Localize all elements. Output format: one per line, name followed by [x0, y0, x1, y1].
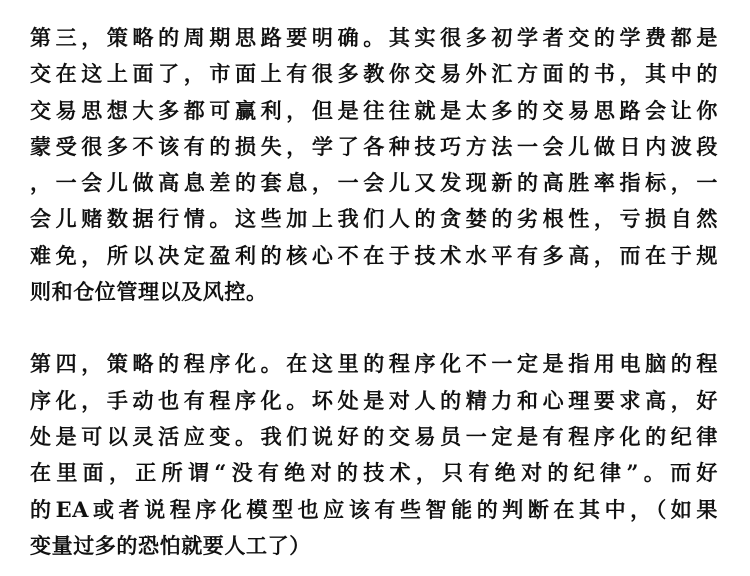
paragraph-strategy-programming — [30, 346, 718, 564]
text-line: 处是可以灵活应变。我们说好的交易员一定是有程序化的纪律 — [30, 423, 718, 449]
text-line: 则和仓位管理以及风控。 — [30, 279, 268, 305]
text-line: 的EA或者说程序化模型也应该有些智能的判断在其中，（如果 — [30, 496, 718, 522]
paragraph-strategy-cycle — [30, 20, 718, 310]
text-line: 交在这上面了，市面上有很多教你交易外汇方面的书，其中的 — [30, 61, 718, 87]
text-line: 第四，策略的程序化。在这里的程序化不一定是指用电脑的程 — [30, 351, 718, 377]
paragraph-gap — [30, 310, 718, 346]
text-line: 序化，手动也有程序化。坏处是对人的精力和心理要求高，好 — [30, 387, 718, 413]
text-line: 难免，所以决定盈利的核心不在于技术水平有多高，而在于规 — [30, 242, 718, 268]
text-line: 第三，策略的周期思路要明确。其实很多初学者交的学费都是 — [30, 25, 718, 50]
document-body — [30, 20, 718, 564]
text-line: 会儿赌数据行情。这些加上我们人的贪婪的劣根性，亏损自然 — [30, 206, 718, 232]
text-line: 蒙受很多不该有的损失，学了各种技巧方法一会儿做日内波段 — [30, 133, 718, 159]
text-line: 交易思想大多都可赢利，但是往往就是太多的交易思路会让你 — [30, 97, 718, 123]
text-line: ，一会儿做高息差的套息，一会儿又发现新的高胜率指标，一 — [30, 170, 718, 196]
text-line: 在里面，正所谓“没有绝对的技术，只有绝对的纪律”。而好 — [30, 460, 718, 486]
text-line: 变量过多的恐怕就要人工了） — [30, 532, 311, 558]
